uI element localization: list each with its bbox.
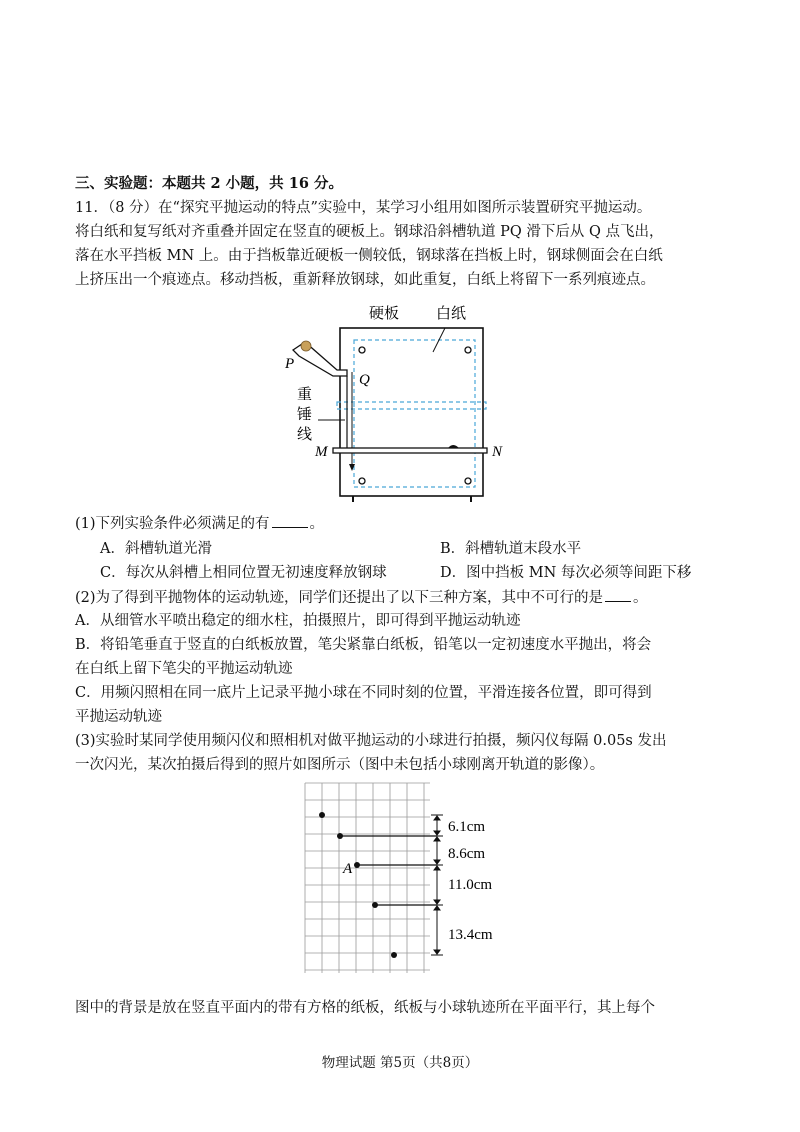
part1-answer-blank[interactable]	[272, 513, 308, 528]
baffle-mn	[333, 448, 487, 453]
section-title: 三、实验题：本题共 2 小题，共 16 分。	[75, 175, 343, 192]
label-m: M	[315, 444, 328, 460]
option-2b-line-1: B．将铅笔垂直于竖直的白纸板放置，笔尖紧靠白纸板，铅笔以一定初速度水平抛出，将会	[75, 637, 652, 653]
part1-stem	[75, 513, 324, 534]
label-plumb-2: 锤	[297, 407, 313, 423]
steel-ball	[301, 341, 311, 351]
label-n: N	[492, 444, 503, 460]
question-text-line-2: 将白纸和复写纸对齐重叠并固定在竖直的硬板上。钢球沿斜槽轨道 PQ 滑下后从 Q 点飞出，	[75, 224, 664, 240]
ball-image-1	[319, 812, 325, 818]
ball-image-2	[337, 833, 343, 839]
label-plumb-3: 线	[297, 427, 313, 443]
ball-image-5	[391, 952, 397, 958]
distance-label-3: 11.0cm	[448, 877, 493, 893]
part2-stem-text: (2)为了得到平抛物体的运动轨迹，同学们还提出了以下三种方案，其中不可行的是	[75, 590, 604, 606]
screw-top-left	[359, 347, 365, 353]
part2-stem	[75, 587, 648, 608]
screw-bottom-left	[359, 478, 365, 484]
part2-answer-blank[interactable]	[605, 587, 631, 602]
part3-line-1: (3)实验时某同学使用频闪仪和照相机对做平抛运动的小球进行拍摄，频闪仪每隔 0.05s 发出	[75, 733, 667, 749]
part3-line-2: 一次闪光，某次拍摄后得到的照片如图所示（图中未包括小球刚离开轨道的影像）。	[75, 757, 605, 773]
label-q: Q	[359, 372, 370, 388]
part1-stem-end: 。	[309, 516, 325, 532]
question-text-line-1: 11．（8 分）在“探究平抛运动的特点”实验中，某学习小组用如图所示装置研究平抛运动。	[75, 200, 652, 216]
ball-on-baffle	[448, 445, 459, 448]
part2-stem-end: 。	[633, 590, 648, 606]
strobe-photo-figure	[300, 778, 520, 976]
question-text-line-3: 落在水平挡板 MN 上。由于挡板靠近硬板一侧较低，钢球落在挡板上时，钢球侧面会在白纸	[75, 248, 663, 264]
distance-label-1: 6.1cm	[448, 819, 486, 835]
apparatus-figure	[275, 298, 510, 503]
label-white-paper: 白纸	[436, 306, 467, 322]
label-hard-board: 硬板	[369, 306, 400, 322]
label-plumb-1: 重	[297, 387, 313, 403]
screw-top-right	[465, 347, 471, 353]
grid-background	[305, 783, 430, 973]
screw-bottom-right	[465, 478, 471, 484]
option-2a: A．从细管水平喷出稳定的细水柱，拍摄照片，即可得到平抛运动轨迹	[75, 613, 521, 629]
option-1a: A．斜槽轨道光滑	[100, 541, 212, 557]
part1-stem-text: (1)下列实验条件必须满足的有	[75, 516, 270, 532]
option-1b: B．斜槽轨道末段水平	[440, 541, 582, 557]
option-2b-line-2: 在白纸上留下笔尖的平抛运动轨迹	[75, 661, 293, 677]
dimension-arrows	[434, 816, 440, 954]
option-2c-line-1: C．用频闪照相在同一底片上记录平抛小球在不同时刻的位置，平滑连接各位置，即可得到	[75, 685, 652, 701]
page-footer: 物理试题 第5页（共8页）	[321, 1055, 479, 1071]
continuation-line: 图中的背景是放在竖直平面内的带有方格的纸板，纸板与小球轨迹所在平面平行，其上每个	[75, 1000, 655, 1016]
option-1d: D．图中挡板 MN 每次必须等间距下移	[440, 565, 692, 581]
distance-label-4: 13.4cm	[448, 927, 493, 943]
ball-image-4	[372, 902, 378, 908]
option-2c-line-2: 平抛运动轨迹	[75, 709, 162, 725]
ball-image-a	[354, 862, 360, 868]
label-p: P	[285, 356, 295, 372]
white-paper	[354, 340, 475, 487]
label-a: A	[343, 861, 353, 877]
paper-band	[337, 402, 486, 409]
option-1c: C．每次从斜槽上相同位置无初速度释放钢球	[100, 565, 387, 581]
distance-label-2: 8.6cm	[448, 846, 486, 862]
question-text-line-4: 上挤压出一个痕迹点。移动挡板，重新释放钢球，如此重复，白纸上将留下一系列痕迹点。	[75, 272, 655, 288]
